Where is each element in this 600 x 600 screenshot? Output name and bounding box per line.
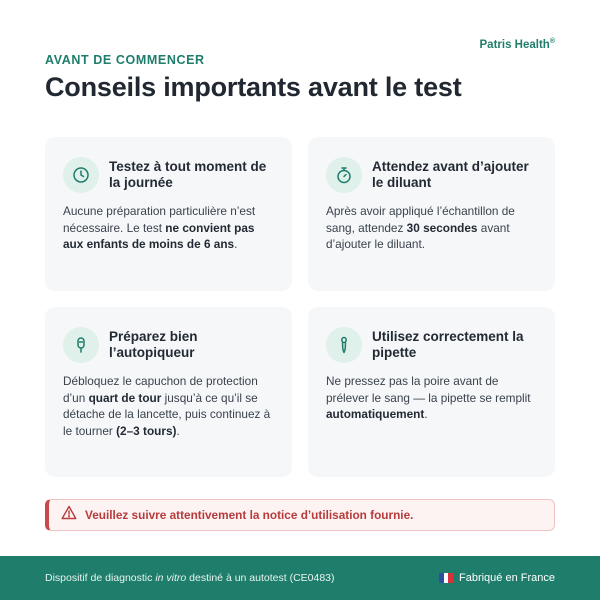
card-body-text: Ne pressez pas la poire avant de prélever le sang — la pipette se remplit (326, 374, 531, 405)
card-body-emphasis: (2–3 tours) (116, 423, 177, 438)
made-in-france-label: Fabriqué en France (459, 572, 555, 584)
warning-icon (61, 505, 77, 525)
card-body (326, 373, 537, 423)
card-body-emphasis: 30 secondes (406, 220, 478, 235)
card-body-text: Après avoir appliqué l’échantillon de sang, attendez (326, 204, 515, 235)
card-body (326, 203, 537, 253)
card-body-text: Débloquez le capuchon de protection d’un (63, 374, 258, 405)
card-body (63, 203, 274, 253)
france-flag-icon (439, 573, 453, 583)
card-body-text: . (234, 237, 238, 251)
card-body-text: . (176, 423, 180, 438)
ivd-notice (45, 572, 335, 584)
warning-text: Veuillez suivre attentivement la notice d’utilisation fournie. (85, 508, 414, 522)
footer-bar (0, 556, 600, 600)
clock-icon (63, 157, 99, 193)
card-body-text: . (424, 407, 428, 421)
lancet-icon (63, 327, 99, 363)
tip-card-wait-diluent (308, 137, 555, 291)
page-title: Conseils importants avant le test (45, 72, 462, 102)
brand-name: Patris Health (479, 38, 550, 51)
card-title: Utilisez correctement la pipette (372, 329, 524, 360)
ivd-notice-pre: Dispositif de diagnostic (45, 572, 156, 584)
card-title: Testez à tout moment de la journée (109, 159, 267, 190)
card-body-emphasis: ne convient pas aux enfants de moins de 6 ans (63, 220, 255, 251)
card-body-emphasis: quart de tour (88, 390, 162, 405)
section-eyebrow: AVANT DE COMMENCER (45, 53, 205, 67)
stopwatch-icon (326, 157, 362, 193)
card-body (63, 373, 274, 439)
tip-card-lancing-device (45, 307, 292, 477)
brand-logo (480, 38, 555, 51)
card-body-text: avant d’ajouter le diluant. (326, 220, 510, 251)
tip-card-pipette (308, 307, 555, 477)
ivd-notice-post: destiné à un autotest (CE0483) (186, 572, 335, 584)
brand-registered-mark: ® (549, 38, 555, 45)
card-body-text: jusqu’à ce qu’il se détache de la lancette, puis continuez à le tourner (63, 390, 271, 438)
warning-banner (45, 499, 555, 531)
made-in-france (439, 572, 555, 584)
ivd-notice-italic: in vitro (155, 572, 187, 584)
card-body-emphasis: automatiquement (326, 407, 425, 421)
card-title: Préparez bien l’autopiqueur (109, 329, 198, 360)
card-body-text: Aucune préparation particulière n’est nécessaire. Le test (63, 204, 256, 235)
pipette-icon (326, 327, 362, 363)
tip-card-any-time (45, 137, 292, 291)
card-title: Attendez avant d’ajouter le diluant (372, 159, 529, 190)
